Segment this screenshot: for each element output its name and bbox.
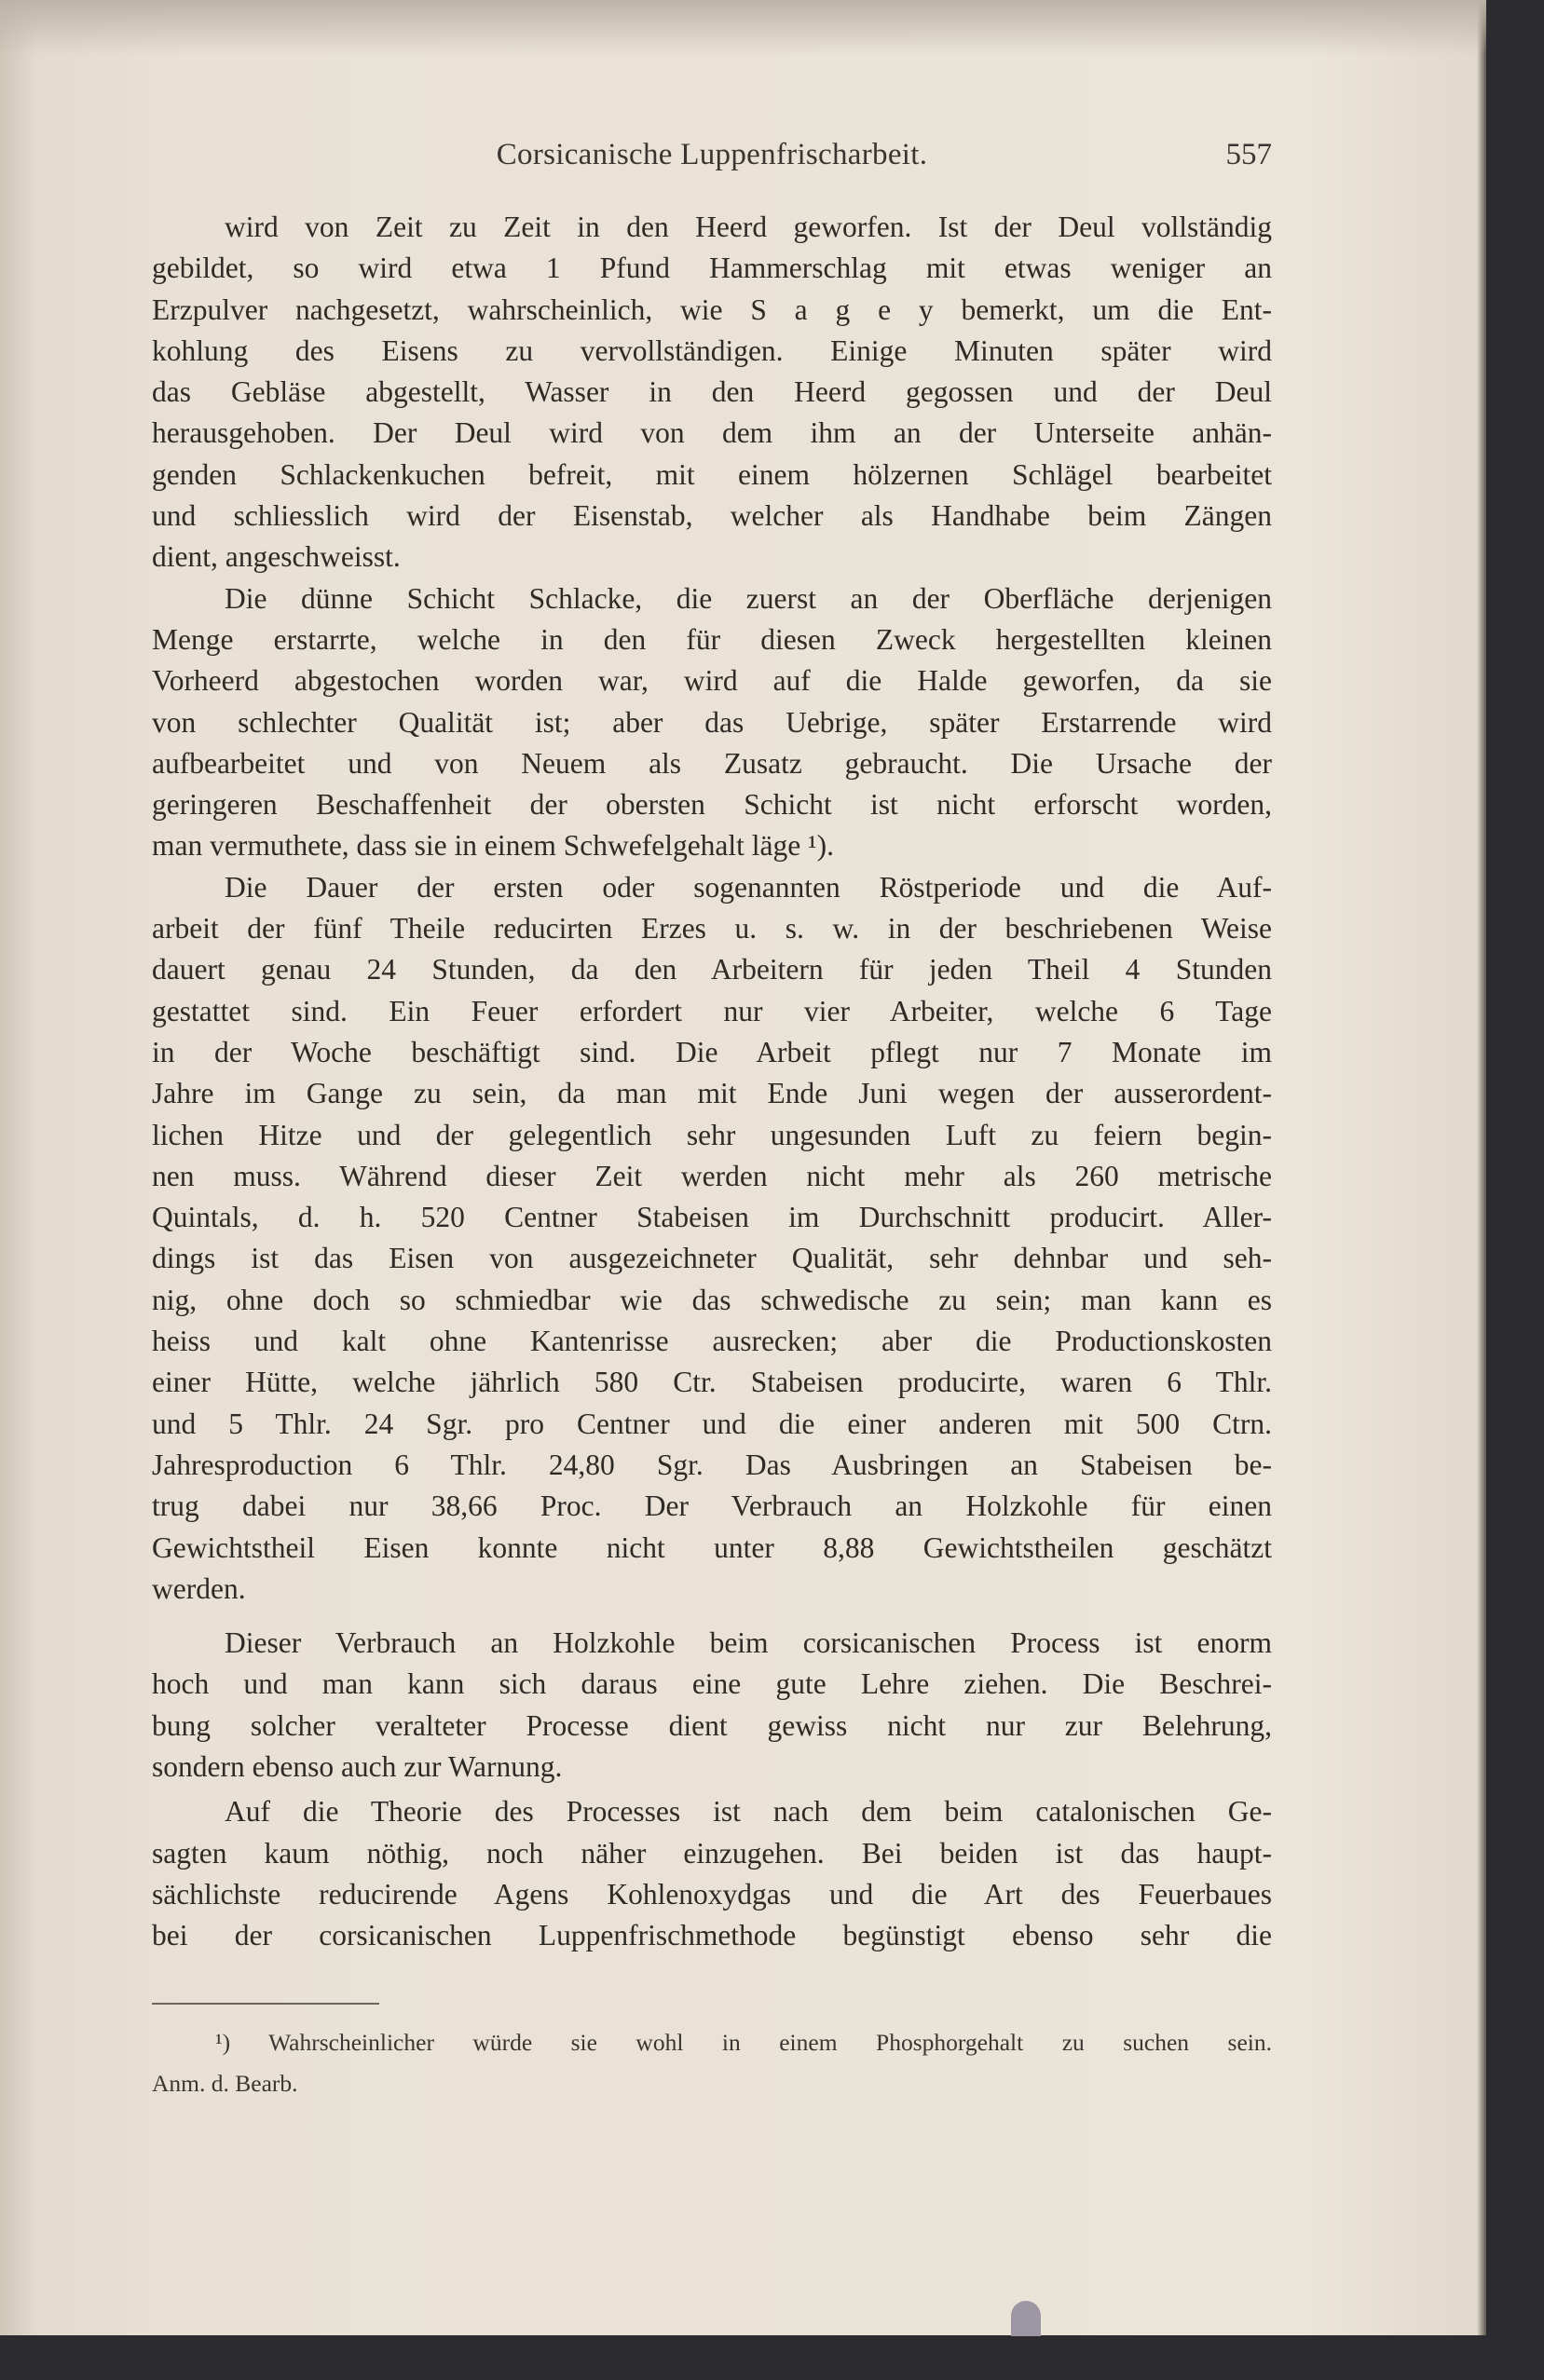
text-line: genden Schlackenkuchen befreit, mit einem hölzernen Schlägel bearbeitet [152, 457, 1272, 491]
text-line: dient, angeschweisst. [152, 540, 401, 574]
running-header [152, 138, 1272, 181]
paragraph [152, 1623, 1272, 1788]
text-line: geringeren Beschaffenheit der obersten Schicht ist nicht erforscht worden, [152, 788, 1272, 822]
text-line: man vermuthete, dass sie in einem Schwefelgehalt läge ¹). [152, 829, 834, 863]
text-line: Dieser Verbrauch an Holzkohle beim corsicanischen Process ist enorm [225, 1626, 1272, 1660]
text-line: bung solcher veralteter Processe dient gewiss nicht nur zur Belehrung, [152, 1708, 1272, 1742]
text-line: Die dünne Schicht Schlacke, die zuerst an der Oberfläche derjenigen [225, 581, 1272, 615]
paragraph [152, 1791, 1272, 1956]
text-line: Menge erstarrte, welche in den für diesen Zweck hergestellten kleinen [152, 622, 1272, 656]
text-line: sagten kaum nöthig, noch näher einzugehen. Bei beiden ist das haupt- [152, 1836, 1272, 1870]
text-line: und 5 Thlr. 24 Sgr. pro Centner und die einer anderen mit 500 Ctrn. [152, 1407, 1272, 1440]
page-marker-tab [1011, 2301, 1041, 2336]
text-line: einer Hütte, welche jährlich 580 Ctr. Stabeisen producirte, waren 6 Thlr. [152, 1366, 1272, 1399]
text-line: Erzpulver nachgesetzt, wahrscheinlich, wie S a g e y bemerkt, um die Ent- [152, 292, 1272, 326]
footnote-line: ¹) Wahrscheinlicher würde sie wohl in einem Phosphorgehalt zu suchen sein. [215, 2029, 1272, 2056]
text-line: sondern ebenso auch zur Warnung. [152, 1749, 563, 1783]
text-line: Auf die Theorie des Processes ist nach dem beim catalonischen Ge- [225, 1795, 1272, 1829]
text-line: aufbearbeitet und von Neuem als Zusatz gebraucht. Die Ursache der [152, 746, 1272, 780]
running-title: Corsicanische Luppenfrischarbeit. [496, 138, 928, 171]
text-line: heiss und kalt ohne Kantenrisse ausrecken; aber die Productionskosten [152, 1325, 1272, 1358]
text-line: das Gebläse abgestellt, Wasser in den Heerd gegossen und der Deul [152, 375, 1272, 409]
text-line: gebildet, so wird etwa 1 Pfund Hammerschlag mit etwas weniger an [152, 252, 1272, 285]
text-line: Jahresproduction 6 Thlr. 24,80 Sgr. Das Ausbringen an Stabeisen be- [152, 1448, 1272, 1481]
text-line: Gewichtstheil Eisen konnte nicht unter 8,88 Gewichtstheilen geschätzt [152, 1530, 1272, 1564]
text-line: hoch und man kann sich daraus eine gute Lehre ziehen. Die Beschrei- [152, 1667, 1272, 1701]
text-line: und schliesslich wird der Eisenstab, welcher als Handhabe beim Zängen [152, 499, 1272, 533]
text-line: nen muss. Während dieser Zeit werden nicht mehr als 260 metrische [152, 1159, 1272, 1192]
text-line: kohlung des Eisens zu vervollständigen. Einige Minuten später wird [152, 333, 1272, 367]
text-line: arbeit der fünf Theile reducirten Erzes u. s. w. in der beschriebenen Weise [152, 912, 1272, 945]
text-line: werden. [152, 1571, 246, 1605]
text-line: bei der corsicanischen Luppenfrischmethode begünstigt ebenso sehr die [152, 1919, 1272, 1952]
footnote-divider [152, 2003, 379, 2005]
page-number: 557 [1225, 138, 1272, 171]
body-text [152, 207, 1272, 1956]
text-line: herausgehoben. Der Deul wird von dem ihm an der Unterseite anhän- [152, 416, 1272, 450]
text-line: Jahre im Gange zu sein, da man mit Ende Juni wegen der ausserordent- [152, 1077, 1272, 1110]
text-line: in der Woche beschäftigt sind. Die Arbeit pflegt nur 7 Monate im [152, 1035, 1272, 1068]
text-line: wird von Zeit zu Zeit in den Heerd geworfen. Ist der Deul vollständig [225, 211, 1272, 243]
paragraph [152, 207, 1272, 578]
text-line: Quintals, d. h. 520 Centner Stabeisen im Durchschnitt producirt. Aller- [152, 1201, 1272, 1234]
text-line: dings ist das Eisen von ausgezeichneter Qualität, sehr dehnbar und seh- [152, 1242, 1272, 1275]
text-line: nig, ohne doch so schmiedbar wie das schwedische zu sein; man kann es [152, 1283, 1272, 1316]
text-line: Vorheerd abgestochen worden war, wird auf die Halde geworfen, da sie [152, 664, 1272, 698]
text-line: lichen Hitze und der gelegentlich sehr ungesunden Luft zu feiern begin- [152, 1118, 1272, 1151]
text-line: Die Dauer der ersten oder sogenannten Röstperiode und die Auf- [225, 870, 1272, 904]
paragraph [152, 867, 1272, 1610]
text-line: trug dabei nur 38,66 Proc. Der Verbrauch an Holzkohle für einen [152, 1489, 1272, 1523]
footnote-line: Anm. d. Bearb. [152, 2070, 298, 2098]
footnote [152, 2023, 1272, 2106]
text-line: sächlichste reducirende Agens Kohlenoxydgas und die Art des Feuerbaues [152, 1877, 1272, 1911]
text-line: von schlechter Qualität ist; aber das Uebrige, später Erstarrende wird [152, 705, 1272, 739]
text-line: gestattet sind. Ein Feuer erfordert nur vier Arbeiter, welche 6 Tage [152, 994, 1272, 1027]
text-line: dauert genau 24 Stunden, da den Arbeitern für jeden Theil 4 Stunden [152, 953, 1272, 986]
paragraph [152, 578, 1272, 867]
